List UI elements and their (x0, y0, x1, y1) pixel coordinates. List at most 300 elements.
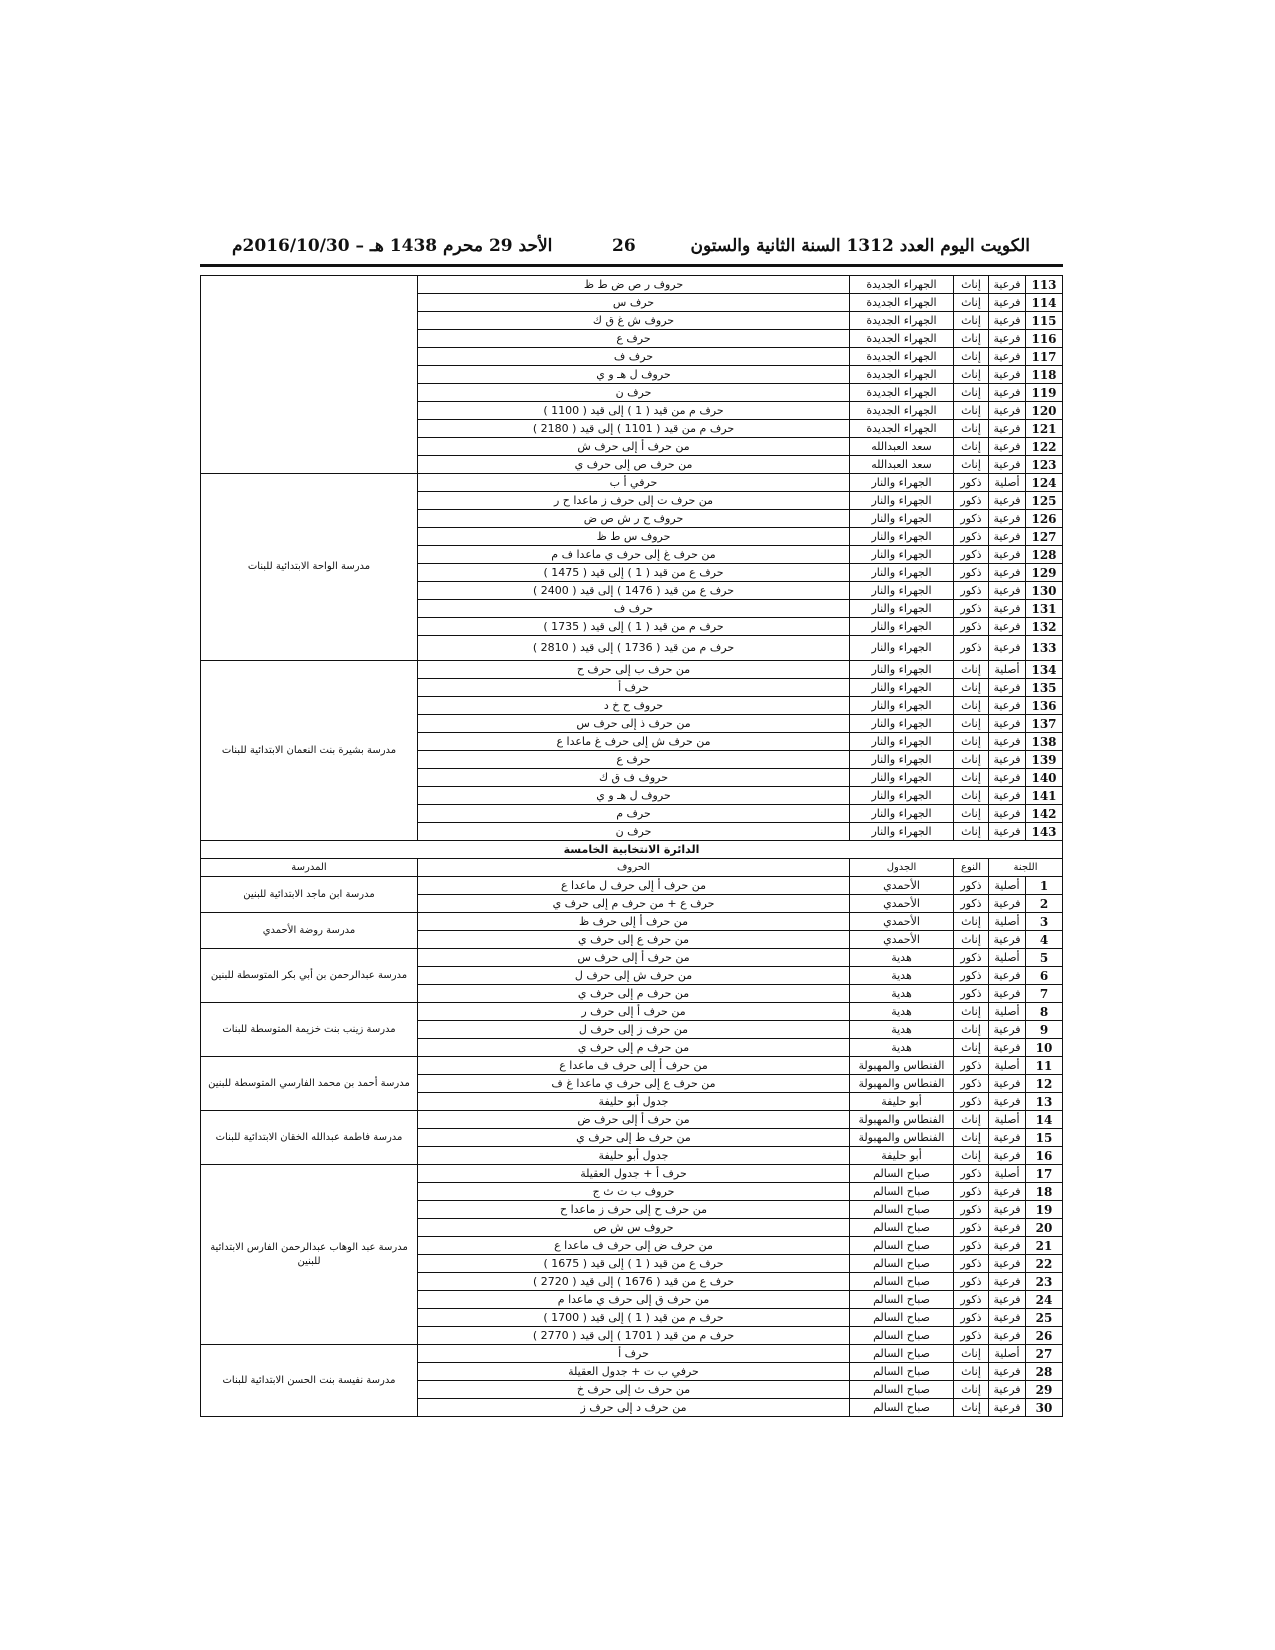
electoral-table: صباح السالم (850, 1345, 954, 1363)
voter-gender: إناث (954, 1129, 989, 1147)
table-row (201, 1111, 1063, 1129)
letters-range: حروف ف ق ك (418, 769, 850, 787)
voter-gender: ذكور (954, 1057, 989, 1075)
committee-number: 15 (1026, 1129, 1063, 1147)
committee-category: فرعية (989, 823, 1026, 841)
committee-number: 129 (1026, 564, 1063, 582)
committee-number: 122 (1026, 438, 1063, 456)
committee-number: 8 (1026, 1003, 1063, 1021)
electoral-table: الجهراء والنار (850, 600, 954, 618)
committee-number: 5 (1026, 949, 1063, 967)
page-number: 26 (612, 236, 636, 256)
letters-range: من حرف ش إلى حرف غ ماعدا ع (418, 733, 850, 751)
committee-category: فرعية (989, 733, 1026, 751)
electoral-table: هدية (850, 967, 954, 985)
letters-range: حرف ع (418, 330, 850, 348)
voter-gender: إناث (954, 312, 989, 330)
voter-gender: إناث (954, 1345, 989, 1363)
committee-number: 17 (1026, 1165, 1063, 1183)
voter-gender: ذكور (954, 1273, 989, 1291)
voter-gender: إناث (954, 348, 989, 366)
committee-category: فرعية (989, 330, 1026, 348)
voter-gender: إناث (954, 823, 989, 841)
committee-category: فرعية (989, 276, 1026, 294)
voter-gender: ذكور (954, 1237, 989, 1255)
electoral-table: الجهراء والنار (850, 546, 954, 564)
committee-category: فرعية (989, 528, 1026, 546)
committee-number: 10 (1026, 1039, 1063, 1057)
committee-category: فرعية (989, 1129, 1026, 1147)
electoral-table: صباح السالم (850, 1201, 954, 1219)
letters-range: من حرف ز إلى حرف ل (418, 1021, 850, 1039)
electoral-table: هدية (850, 1039, 954, 1057)
voter-gender: ذكور (954, 1309, 989, 1327)
table-row (201, 276, 1063, 294)
voter-gender: ذكور (954, 1291, 989, 1309)
letters-range: من حرف أ إلى حرف س (418, 949, 850, 967)
letters-range: حروف ش غ ق ك (418, 312, 850, 330)
committee-number: 6 (1026, 967, 1063, 985)
school-name: مدرسة الواحة الابتدائية للبنات (201, 474, 418, 661)
committee-category: فرعية (989, 1255, 1026, 1273)
letters-range: حروف ل هـ و ي (418, 787, 850, 805)
committee-number: 16 (1026, 1147, 1063, 1165)
committee-category: فرعية (989, 967, 1026, 985)
committee-category: فرعية (989, 510, 1026, 528)
committee-number: 118 (1026, 366, 1063, 384)
committee-category: فرعية (989, 456, 1026, 474)
voter-gender: ذكور (954, 564, 989, 582)
committee-category: فرعية (989, 420, 1026, 438)
voter-gender: إناث (954, 402, 989, 420)
voter-gender: ذكور (954, 1219, 989, 1237)
letters-range: حرفي أ ب (418, 474, 850, 492)
voter-gender: إناث (954, 1147, 989, 1165)
committee-category: فرعية (989, 715, 1026, 733)
committee-number: 121 (1026, 420, 1063, 438)
committee-category: فرعية (989, 805, 1026, 823)
voter-gender: ذكور (954, 895, 989, 913)
table-row (201, 474, 1063, 492)
committee-category: أصلية (989, 913, 1026, 931)
voter-gender: إناث (954, 366, 989, 384)
letters-range: من حرف ذ إلى حرف س (418, 715, 850, 733)
letters-range: من حرف أ إلى حرف ل ماعدا ع (418, 877, 850, 895)
voter-gender: إناث (954, 276, 989, 294)
school-name: مدرسة روضة الأحمدي (201, 913, 418, 949)
electoral-table: الجهراء والنار (850, 618, 954, 636)
committee-category: أصلية (989, 1111, 1026, 1129)
electoral-table: الجهراء الجديدة (850, 294, 954, 312)
letters-range: حرف م من قيد ( 1 ) إلى قيد ( 1700 ) (418, 1309, 850, 1327)
col-committee: اللجنة (989, 859, 1063, 877)
table-row (201, 877, 1063, 895)
electoral-table: الجهراء الجديدة (850, 276, 954, 294)
letters-range: من حرف م إلى حرف ي (418, 1039, 850, 1057)
letters-range: من حرف أ إلى حرف ظ (418, 913, 850, 931)
electoral-table: الأحمدي (850, 931, 954, 949)
letters-range: حرف ع من قيد ( 1676 ) إلى قيد ( 2720 ) (418, 1273, 850, 1291)
letters-range: من حرف ض إلى حرف ف ماعدا ع (418, 1237, 850, 1255)
committee-category: فرعية (989, 384, 1026, 402)
col-school: المدرسة (201, 859, 418, 877)
letters-range: حروف ل هـ و ي (418, 366, 850, 384)
voter-gender: ذكور (954, 582, 989, 600)
electoral-table: الجهراء والنار (850, 474, 954, 492)
committee-number: 22 (1026, 1255, 1063, 1273)
voter-gender: ذكور (954, 985, 989, 1003)
letters-range: حرف م من قيد ( 1101 ) إلى قيد ( 2180 ) (418, 420, 850, 438)
voter-gender: ذكور (954, 1255, 989, 1273)
committee-number: 127 (1026, 528, 1063, 546)
letters-range: جدول أبو حليفة (418, 1147, 850, 1165)
letters-range: من حرف أ إلى حرف ر (418, 1003, 850, 1021)
letters-range: حرف ن (418, 384, 850, 402)
letters-range: حروف ح خ د (418, 697, 850, 715)
committee-category: فرعية (989, 294, 1026, 312)
committee-number: 124 (1026, 474, 1063, 492)
committee-number: 119 (1026, 384, 1063, 402)
committee-category: فرعية (989, 366, 1026, 384)
header-date: الأحد 29 محرم 1438 هـ – 2016/10/30م (232, 236, 553, 256)
letters-range: حرف م من قيد ( 1 ) إلى قيد ( 1100 ) (418, 402, 850, 420)
electoral-table: الأحمدي (850, 877, 954, 895)
electoral-table: الأحمدي (850, 895, 954, 913)
electoral-table: سعد العبدالله (850, 456, 954, 474)
committee-number: 128 (1026, 546, 1063, 564)
letters-range: من حرف غ إلى حرف ي ماعدا ف م (418, 546, 850, 564)
committee-number: 132 (1026, 618, 1063, 636)
table-row (201, 1165, 1063, 1183)
voter-gender: إناث (954, 330, 989, 348)
voter-gender: ذكور (954, 1093, 989, 1111)
committee-number: 130 (1026, 582, 1063, 600)
committee-number: 21 (1026, 1237, 1063, 1255)
committee-category: فرعية (989, 1381, 1026, 1399)
committee-category: أصلية (989, 1345, 1026, 1363)
electoral-table: هدية (850, 949, 954, 967)
voter-gender: ذكور (954, 492, 989, 510)
school-name: مدرسة عبد الوهاب عبدالرحمن الفارس الابتدائية للبنين (201, 1165, 418, 1345)
electoral-table: الجهراء والنار (850, 564, 954, 582)
col-letters: الحروف (418, 859, 850, 877)
committee-category: فرعية (989, 348, 1026, 366)
committee-number: 11 (1026, 1057, 1063, 1075)
electoral-table: الفنطاس والمهبولة (850, 1057, 954, 1075)
voter-gender: إناث (954, 787, 989, 805)
school-name: مدرسة أحمد بن محمد الفارسي المتوسطة للبنين (201, 1057, 418, 1111)
committee-category: فرعية (989, 438, 1026, 456)
committee-category: أصلية (989, 1003, 1026, 1021)
committee-number: 24 (1026, 1291, 1063, 1309)
committee-number: 135 (1026, 679, 1063, 697)
committee-number: 20 (1026, 1219, 1063, 1237)
committee-category: فرعية (989, 679, 1026, 697)
committee-category: فرعية (989, 1075, 1026, 1093)
committee-category: فرعية (989, 1237, 1026, 1255)
voter-gender: ذكور (954, 1327, 989, 1345)
electoral-table: الجهراء الجديدة (850, 384, 954, 402)
voter-gender: إناث (954, 661, 989, 679)
school-name: مدرسة عبدالرحمن بن أبي بكر المتوسطة للبنين (201, 949, 418, 1003)
electoral-table: صباح السالم (850, 1327, 954, 1345)
letters-range: حرف أ + جدول العقيلة (418, 1165, 850, 1183)
electoral-table: الجهراء والنار (850, 715, 954, 733)
letters-range: من حرف أ إلى حرف ض (418, 1111, 850, 1129)
electoral-table: الجهراء الجديدة (850, 312, 954, 330)
letters-range: من حرف ح إلى حرف ز ماعدا ح (418, 1201, 850, 1219)
committee-category: فرعية (989, 1291, 1026, 1309)
voter-gender: إناث (954, 1021, 989, 1039)
committee-category: فرعية (989, 402, 1026, 420)
committee-number: 137 (1026, 715, 1063, 733)
committee-number: 19 (1026, 1201, 1063, 1219)
committee-number: 134 (1026, 661, 1063, 679)
electoral-table: هدية (850, 1003, 954, 1021)
committee-category: فرعية (989, 1093, 1026, 1111)
committee-number: 115 (1026, 312, 1063, 330)
electoral-table: الجهراء والنار (850, 636, 954, 661)
electoral-table: الجهراء الجديدة (850, 402, 954, 420)
committee-category: أصلية (989, 877, 1026, 895)
committee-number: 23 (1026, 1273, 1063, 1291)
committee-number: 28 (1026, 1363, 1063, 1381)
committee-category: أصلية (989, 474, 1026, 492)
electoral-table: هدية (850, 985, 954, 1003)
electoral-table: الفنطاس والمهبولة (850, 1111, 954, 1129)
committee-category: فرعية (989, 1399, 1026, 1417)
school-name: مدرسة نفيسة بنت الحسن الابتدائية للبنات (201, 1345, 418, 1417)
table-row (201, 913, 1063, 931)
letters-range: حرف ع (418, 751, 850, 769)
letters-range: حرف م من قيد ( 1 ) إلى قيد ( 1735 ) (418, 618, 850, 636)
letters-range: حرف ف (418, 600, 850, 618)
electoral-table: الجهراء الجديدة (850, 330, 954, 348)
committee-category: فرعية (989, 1183, 1026, 1201)
committee-category: فرعية (989, 1219, 1026, 1237)
electoral-table: الجهراء والنار (850, 805, 954, 823)
electoral-table: الجهراء الجديدة (850, 366, 954, 384)
voter-gender: إناث (954, 697, 989, 715)
electoral-table: أبو حليفة (850, 1147, 954, 1165)
letters-range: من حرف ط إلى حرف ي (418, 1129, 850, 1147)
col-table: الجدول (850, 859, 954, 877)
letters-range: من حرف ش إلى حرف ل (418, 967, 850, 985)
committee-category: فرعية (989, 751, 1026, 769)
electoral-table: أبو حليفة (850, 1093, 954, 1111)
school-name: مدرسة زينب بنت خزيمة المتوسطة للبنات (201, 1003, 418, 1057)
committee-category: فرعية (989, 492, 1026, 510)
letters-range: حرفي ب ت + جدول العقيلة (418, 1363, 850, 1381)
committee-number: 27 (1026, 1345, 1063, 1363)
committee-number: 126 (1026, 510, 1063, 528)
committee-category: فرعية (989, 931, 1026, 949)
letters-range: من حرف ق إلى حرف ي ماعدا م (418, 1291, 850, 1309)
committee-number: 123 (1026, 456, 1063, 474)
voter-gender: إناث (954, 1381, 989, 1399)
voter-gender: إناث (954, 751, 989, 769)
committee-number: 138 (1026, 733, 1063, 751)
electoral-table: الأحمدي (850, 913, 954, 931)
letters-range: من حرف ع إلى حرف ي (418, 931, 850, 949)
voter-gender: ذكور (954, 949, 989, 967)
voter-gender: ذكور (954, 1075, 989, 1093)
committee-number: 13 (1026, 1093, 1063, 1111)
committee-number: 139 (1026, 751, 1063, 769)
committee-category: فرعية (989, 1309, 1026, 1327)
voter-gender: إناث (954, 1003, 989, 1021)
committee-number: 26 (1026, 1327, 1063, 1345)
committee-category: فرعية (989, 582, 1026, 600)
voter-gender: إناث (954, 715, 989, 733)
committee-category: فرعية (989, 564, 1026, 582)
electoral-table: سعد العبدالله (850, 438, 954, 456)
header-rule (200, 264, 1063, 267)
committee-category: فرعية (989, 1327, 1026, 1345)
letters-range: من حرف ع إلى حرف ي ماعدا غ ف (418, 1075, 850, 1093)
committee-category: فرعية (989, 787, 1026, 805)
electoral-table: صباح السالم (850, 1255, 954, 1273)
electoral-table: الجهراء والنار (850, 510, 954, 528)
letters-range: من حرف د إلى حرف ز (418, 1399, 850, 1417)
committee-number: 2 (1026, 895, 1063, 913)
committee-number: 4 (1026, 931, 1063, 949)
committee-category: فرعية (989, 895, 1026, 913)
letters-range: حروف ح ر ش ص ض (418, 510, 850, 528)
electoral-table: الجهراء والنار (850, 697, 954, 715)
electoral-table: هدية (850, 1021, 954, 1039)
voter-gender: إناث (954, 913, 989, 931)
letters-range: من حرف أ إلى حرف ش (418, 438, 850, 456)
voter-gender: إناث (954, 294, 989, 312)
electoral-table: الجهراء والنار (850, 823, 954, 841)
committee-number: 133 (1026, 636, 1063, 661)
school-name: مدرسة بشيرة بنت النعمان الابتدائية للبنات (201, 661, 418, 841)
committee-number: 117 (1026, 348, 1063, 366)
electoral-table: الجهراء والنار (850, 582, 954, 600)
committee-number: 120 (1026, 402, 1063, 420)
letters-range: حرف م من قيد ( 1701 ) إلى قيد ( 2770 ) (418, 1327, 850, 1345)
voter-gender: إناث (954, 805, 989, 823)
letters-range: حرف ع + من حرف م إلى حرف ي (418, 895, 850, 913)
letters-range: حرف ع من قيد ( 1 ) إلى قيد ( 1675 ) (418, 1255, 850, 1273)
committee-number: 3 (1026, 913, 1063, 931)
electoral-table: الجهراء والنار (850, 661, 954, 679)
letters-range: حرف أ (418, 679, 850, 697)
electoral-table: الجهراء الجديدة (850, 348, 954, 366)
electoral-table: صباح السالم (850, 1291, 954, 1309)
electoral-table: الجهراء والنار (850, 769, 954, 787)
voter-gender: ذكور (954, 1183, 989, 1201)
table-row (201, 1345, 1063, 1363)
col-type: النوع (954, 859, 989, 877)
table-row (201, 949, 1063, 967)
voter-gender: إناث (954, 438, 989, 456)
electoral-table: الجهراء والنار (850, 492, 954, 510)
letters-range: جدول أبو حليفة (418, 1093, 850, 1111)
committee-category: أصلية (989, 1057, 1026, 1075)
letters-range: حرف م من قيد ( 1736 ) إلى قيد ( 2810 ) (418, 636, 850, 661)
voter-gender: ذكور (954, 636, 989, 661)
letters-range: حروف س ط ظ (418, 528, 850, 546)
electoral-table: الفنطاس والمهبولة (850, 1129, 954, 1147)
voter-gender: إناث (954, 420, 989, 438)
committees-table (200, 275, 1063, 1417)
committee-number: 25 (1026, 1309, 1063, 1327)
committee-number: 131 (1026, 600, 1063, 618)
school-name: مدرسة فاطمة عبدالله الخقان الابتدائية للبنات (201, 1111, 418, 1165)
column-header-row (201, 859, 1063, 877)
voter-gender: ذكور (954, 1165, 989, 1183)
voter-gender: إناث (954, 1111, 989, 1129)
electoral-table: صباح السالم (850, 1237, 954, 1255)
voter-gender: ذكور (954, 967, 989, 985)
committee-category: فرعية (989, 769, 1026, 787)
voter-gender: إناث (954, 384, 989, 402)
committee-number: 9 (1026, 1021, 1063, 1039)
committee-number: 12 (1026, 1075, 1063, 1093)
committee-category: فرعية (989, 636, 1026, 661)
letters-range: من حرف م إلى حرف ي (418, 985, 850, 1003)
electoral-table: صباح السالم (850, 1363, 954, 1381)
committee-category: فرعية (989, 1021, 1026, 1039)
committee-number: 136 (1026, 697, 1063, 715)
voter-gender: إناث (954, 931, 989, 949)
committee-category: فرعية (989, 312, 1026, 330)
committee-number: 1 (1026, 877, 1063, 895)
committee-category: فرعية (989, 546, 1026, 564)
committee-category: أصلية (989, 1165, 1026, 1183)
committee-number: 114 (1026, 294, 1063, 312)
committee-number: 125 (1026, 492, 1063, 510)
electoral-table: الجهراء والنار (850, 787, 954, 805)
committee-category: أصلية (989, 661, 1026, 679)
electoral-table: الجهراء والنار (850, 528, 954, 546)
letters-range: حرف م (418, 805, 850, 823)
electoral-table: الجهراء والنار (850, 751, 954, 769)
letters-range: حرف س (418, 294, 850, 312)
electoral-table: صباح السالم (850, 1165, 954, 1183)
voter-gender: ذكور (954, 546, 989, 564)
page-header (232, 236, 1030, 264)
committee-number: 140 (1026, 769, 1063, 787)
voter-gender: إناث (954, 769, 989, 787)
voter-gender: ذكور (954, 1201, 989, 1219)
electoral-table: صباح السالم (850, 1309, 954, 1327)
voter-gender: إناث (954, 1363, 989, 1381)
voter-gender: ذكور (954, 474, 989, 492)
committee-category: أصلية (989, 949, 1026, 967)
electoral-table: صباح السالم (850, 1183, 954, 1201)
letters-range: من حرف ت إلى حرف ز ماعدا ح ر (418, 492, 850, 510)
electoral-table: الجهراء الجديدة (850, 420, 954, 438)
committee-number: 143 (1026, 823, 1063, 841)
committee-number: 7 (1026, 985, 1063, 1003)
letters-range: حرف ف (418, 348, 850, 366)
committee-category: فرعية (989, 1039, 1026, 1057)
table-row (201, 661, 1063, 679)
committee-number: 141 (1026, 787, 1063, 805)
committee-category: فرعية (989, 1201, 1026, 1219)
letters-range: من حرف ث إلى حرف خ (418, 1381, 850, 1399)
school-name (201, 276, 418, 474)
committee-number: 30 (1026, 1399, 1063, 1417)
committee-category: فرعية (989, 1147, 1026, 1165)
electoral-table: صباح السالم (850, 1219, 954, 1237)
voter-gender: إناث (954, 1399, 989, 1417)
voter-gender: ذكور (954, 877, 989, 895)
committee-number: 29 (1026, 1381, 1063, 1399)
